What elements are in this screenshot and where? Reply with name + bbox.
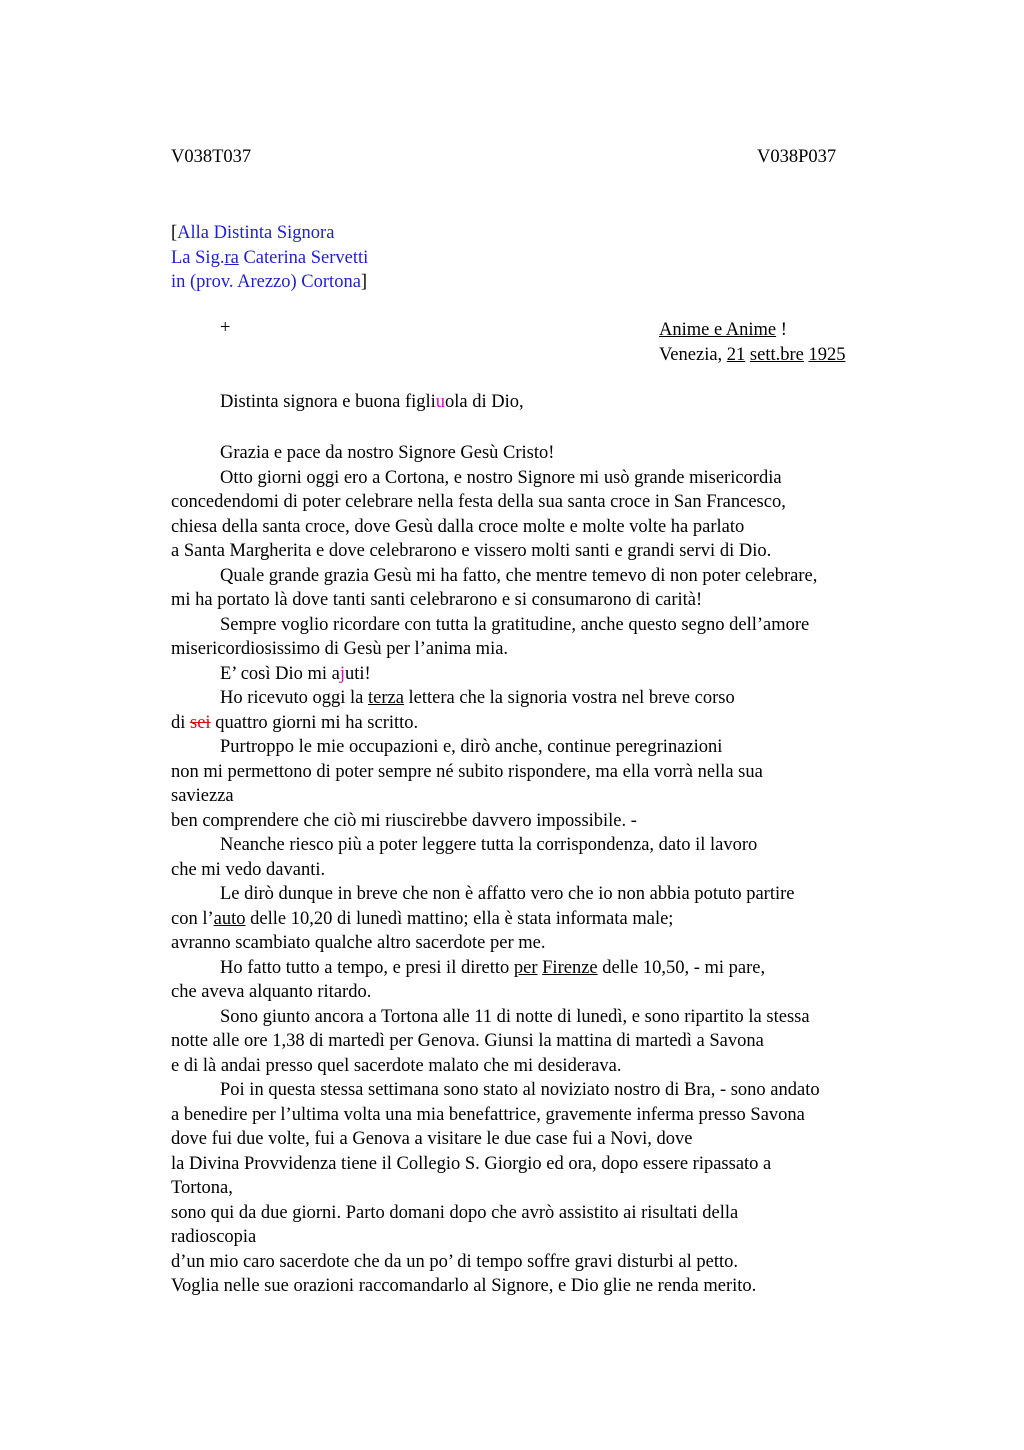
body-line: dove fui due volte, fui a Genova a visitare le due case fui a Novi, dove	[171, 1129, 693, 1149]
body-line: sono qui da due giorni. Parto domani dopo che avrò assistito ai risultati della	[171, 1202, 739, 1223]
salutation-post: ola di Dio,	[445, 392, 524, 412]
body-line	[171, 686, 901, 711]
body-line: d’un mio caro sacerdote che da un po’ di tempo soffre gravi disturbi al petto.	[171, 1251, 738, 1272]
motto-excl: !	[776, 320, 787, 340]
body-line: mi ha portato là dove tanti santi celebrarono e si consumarono di carità!	[171, 590, 703, 610]
document-code-left: V038T037	[171, 147, 252, 167]
body-line: chiesa della santa croce, dove Gesù dalla croce molte e molte volte ha parlato	[171, 516, 745, 537]
body-line	[171, 711, 901, 736]
body-line	[171, 907, 901, 932]
body-line	[171, 956, 901, 981]
motto-and-date	[659, 318, 845, 367]
cross-symbol: +	[220, 318, 231, 338]
address-line-2-pre: La Sig.	[171, 247, 225, 268]
address-line-3	[171, 270, 368, 295]
address-line-1	[171, 221, 368, 246]
open-bracket: [	[171, 223, 178, 243]
recipient-address	[171, 221, 368, 295]
address-line-2-ra: ra	[224, 247, 239, 268]
body-line: Otto giorni oggi ero a Cortona, e nostro Signore mi usò grande misericordia	[220, 467, 782, 488]
date-year: 1925	[808, 344, 846, 365]
body-line: misericordiosissimo di Gesù per l’anima mia.	[171, 639, 509, 659]
body-line: Quale grande grazia Gesù mi ha fatto, che mentre temevo di non poter celebrare,	[220, 565, 818, 586]
body-line: radioscopia	[171, 1227, 257, 1247]
salutation	[220, 392, 524, 413]
body-line: Purtroppo le mie occupazioni e, dirò anche, continue peregrinazioni	[220, 737, 723, 757]
motto	[659, 318, 845, 343]
body-text-fragment: Ho fatto tutto a tempo, e presi il diretto	[220, 957, 514, 978]
body-text-fragment: Ho ricevuto oggi la	[220, 688, 368, 708]
body-line: Sono giunto ancora a Tortona alle 11 di notte di lunedì, e sono ripartito la stessa	[220, 1006, 810, 1027]
body-line: non mi permettono di poter sempre né subito rispondere, ma ella vorrà nella sua	[171, 761, 763, 782]
body-line: la Divina Provvidenza tiene il Collegio S. Giorgio ed ora, dopo essere ripassato a	[171, 1153, 772, 1174]
body-text-fragment: uti!	[345, 663, 371, 684]
date-month: sett.bre	[749, 344, 804, 365]
date-day: 21	[726, 344, 746, 365]
address-line-3-text: in (prov. Arezzo) Cortona	[171, 272, 361, 292]
body-line: Sempre voglio ricordare con tutta la gratitudine, anche questo segno dell’amore	[220, 614, 810, 635]
editorial-mark: j	[339, 663, 346, 684]
motto-text: Anime e Anime	[659, 320, 777, 340]
underlined-word: terza	[367, 688, 404, 708]
body-line: a benedire per l’ultima volta una mia benefattrice, gravemente inferma presso Savona	[171, 1104, 805, 1125]
struck-word: sei	[190, 712, 211, 733]
body-line: Poi in questa stessa settimana sono stato al noviziato nostro di Bra, - sono andato	[220, 1080, 820, 1100]
date-city: Venezia,	[659, 344, 727, 365]
document-code-right: V038P037	[757, 147, 837, 167]
body-line: Grazia e pace da nostro Signore Gesù Cristo!	[220, 443, 555, 463]
body-text-fragment: delle 10,50, - mi pare,	[597, 957, 766, 978]
body-text-fragment: quattro giorni mi ha scritto.	[210, 712, 419, 733]
body-line: ben comprendere che ciò mi riuscirebbe davvero impossibile. -	[171, 810, 637, 831]
body-text-fragment: delle 10,20 di lunedì mattino; ella è stata informata male;	[245, 908, 674, 929]
body-line: e di là andai presso quel sacerdote malato che mi desiderava.	[171, 1055, 622, 1076]
underlined-word: auto	[213, 908, 246, 929]
salutation-pre: Distinta signora e buona figli	[220, 392, 436, 412]
close-bracket: ]	[360, 272, 368, 292]
body-text-fragment: lettera che la signoria vostra nel breve corso	[403, 688, 735, 708]
address-line-2-post: Caterina Servetti	[238, 247, 369, 268]
date-line	[659, 343, 845, 368]
address-line-1-text: Alla Distinta Signora	[177, 223, 335, 243]
salutation-mark: u	[435, 392, 446, 412]
body-line: Tortona,	[171, 1178, 233, 1198]
body-text-fragment: con l’	[171, 908, 214, 929]
body-text-fragment: E’ così Dio mi a	[220, 663, 340, 684]
address-line-2	[171, 246, 368, 271]
body-line: concedendomi di poter celebrare nella festa della sua santa croce in San Francesco,	[171, 492, 786, 512]
underlined-word: Firenze	[542, 957, 598, 978]
letter-body	[171, 441, 901, 1299]
body-line: a Santa Margherita e dove celebrarono e vissero molti santi e grandi servi di Dio.	[171, 541, 772, 561]
body-line: Neanche riesco più a poter leggere tutta la corrispondenza, dato il lavoro	[220, 835, 758, 855]
body-line: saviezza	[171, 786, 234, 806]
body-line: Voglia nelle sue orazioni raccomandarlo al Signore, e Dio glie ne renda merito.	[171, 1276, 757, 1296]
underlined-word: per	[513, 957, 538, 978]
body-line	[171, 662, 901, 687]
body-line: che mi vedo davanti.	[171, 859, 326, 880]
body-line: Le dirò dunque in breve che non è affatto vero che io non abbia potuto partire	[220, 884, 795, 904]
body-line: avranno scambiato qualche altro sacerdote per me.	[171, 933, 546, 953]
body-line: che aveva alquanto ritardo.	[171, 982, 372, 1002]
body-text-fragment: di	[171, 712, 191, 733]
body-line: notte alle ore 1,38 di martedì per Genova. Giunsi la mattina di martedì a Savona	[171, 1031, 764, 1051]
